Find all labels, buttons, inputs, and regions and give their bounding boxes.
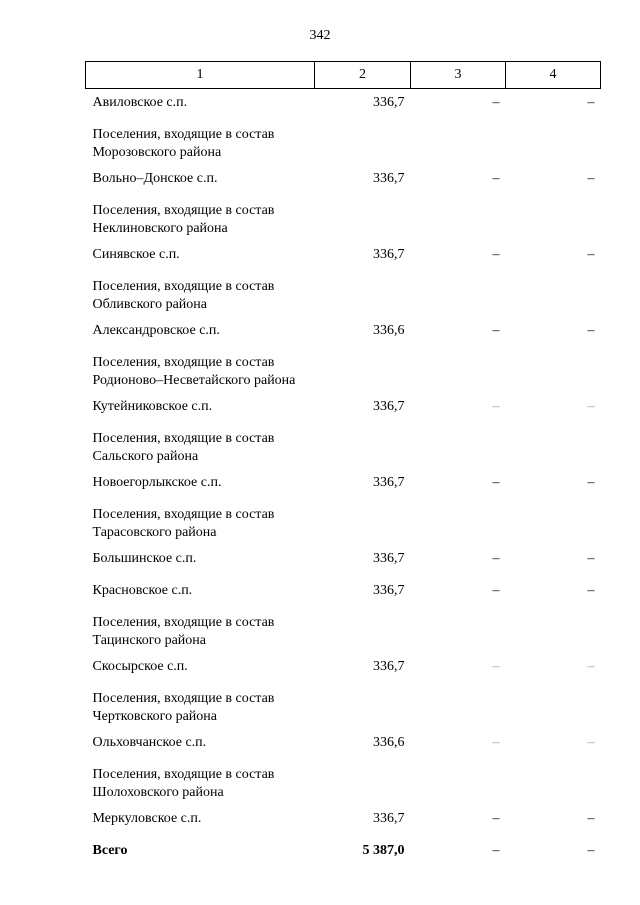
empty-cell bbox=[411, 501, 506, 545]
column-3-value: – bbox=[492, 659, 500, 674]
empty-cell bbox=[506, 197, 601, 241]
empty-cell bbox=[506, 761, 601, 805]
empty-cell bbox=[315, 501, 411, 545]
amount-value: 336,7 bbox=[373, 583, 405, 598]
column-3-value: – bbox=[492, 171, 500, 186]
empty-cell bbox=[315, 273, 411, 317]
amount-value: 336,7 bbox=[373, 95, 405, 110]
column-4-value: – bbox=[587, 735, 595, 750]
column-header-3: 3 bbox=[411, 62, 506, 89]
empty-cell bbox=[506, 273, 601, 317]
settlement-name: Скосырское с.п. bbox=[92, 659, 188, 674]
column-4-value: – bbox=[587, 323, 595, 338]
empty-cell bbox=[315, 761, 411, 805]
empty-cell bbox=[411, 121, 506, 165]
amount-value: 336,7 bbox=[373, 171, 405, 186]
group-heading-row bbox=[86, 121, 601, 165]
table-row bbox=[86, 165, 601, 197]
amount-value: 336,7 bbox=[373, 659, 405, 674]
settlement-name: Александровское с.п. bbox=[92, 323, 220, 338]
settlement-name: Кутейниковское с.п. bbox=[92, 399, 213, 414]
empty-cell bbox=[506, 609, 601, 653]
amount-value: 336,7 bbox=[373, 399, 405, 414]
settlement-name: Синявское с.п. bbox=[92, 247, 180, 262]
empty-cell bbox=[506, 685, 601, 729]
empty-cell bbox=[506, 425, 601, 469]
settlement-name: Большинское с.п. bbox=[92, 551, 197, 566]
column-4-value: – bbox=[587, 583, 595, 598]
table-row bbox=[86, 577, 601, 609]
total-label: Всего bbox=[92, 843, 128, 858]
column-4-value: – bbox=[587, 475, 595, 490]
allocation-table bbox=[85, 61, 601, 869]
column-3-value: – bbox=[492, 843, 500, 858]
empty-cell bbox=[315, 425, 411, 469]
column-header-4: 4 bbox=[506, 62, 601, 89]
empty-cell bbox=[411, 609, 506, 653]
group-heading: Поселения, входящие в состав Тарасовского района bbox=[92, 507, 275, 540]
group-heading-row bbox=[86, 685, 601, 729]
table-row bbox=[86, 545, 601, 577]
column-3-value: – bbox=[492, 323, 500, 338]
settlement-name: Авиловское с.п. bbox=[92, 95, 188, 110]
empty-cell bbox=[315, 121, 411, 165]
column-4-value: – bbox=[587, 399, 595, 414]
table-row bbox=[86, 729, 601, 761]
empty-cell bbox=[315, 349, 411, 393]
group-heading: Поселения, входящие в состав Родионово–Несветайского района bbox=[92, 355, 296, 388]
header-row bbox=[86, 62, 601, 89]
group-heading-row bbox=[86, 273, 601, 317]
empty-cell bbox=[411, 197, 506, 241]
table-row bbox=[86, 393, 601, 425]
table-header bbox=[86, 62, 601, 89]
empty-cell bbox=[315, 609, 411, 653]
column-4-value: – bbox=[587, 551, 595, 566]
group-heading-row bbox=[86, 761, 601, 805]
group-heading: Поселения, входящие в состав Морозовского района bbox=[92, 127, 275, 160]
empty-cell bbox=[411, 273, 506, 317]
group-heading: Поселения, входящие в состав Тацинского района bbox=[92, 615, 275, 648]
column-4-value: – bbox=[587, 659, 595, 674]
group-heading-row bbox=[86, 425, 601, 469]
group-heading-row bbox=[86, 349, 601, 393]
settlement-name: Красновское с.п. bbox=[92, 583, 193, 598]
column-4-value: – bbox=[587, 843, 595, 858]
table-row bbox=[86, 469, 601, 501]
group-heading-row bbox=[86, 501, 601, 545]
group-heading: Поселения, входящие в состав Неклиновского района bbox=[92, 203, 275, 236]
settlement-name: Вольно–Донское с.п. bbox=[92, 171, 218, 186]
column-4-value: – bbox=[587, 811, 595, 826]
table-row bbox=[86, 317, 601, 349]
empty-cell bbox=[411, 761, 506, 805]
empty-cell bbox=[506, 501, 601, 545]
settlement-name: Новоегорлыкское с.п. bbox=[92, 475, 222, 490]
group-heading: Поселения, входящие в состав Чертковского района bbox=[92, 691, 275, 724]
settlement-name: Меркуловское с.п. bbox=[92, 811, 202, 826]
group-heading-row bbox=[86, 197, 601, 241]
column-4-value: – bbox=[587, 247, 595, 262]
column-3-value: – bbox=[492, 95, 500, 110]
column-3-value: – bbox=[492, 247, 500, 262]
empty-cell bbox=[506, 121, 601, 165]
column-4-value: – bbox=[587, 95, 595, 110]
empty-cell bbox=[411, 425, 506, 469]
empty-cell bbox=[411, 349, 506, 393]
group-heading: Поселения, входящие в состав Шолоховского района bbox=[92, 767, 275, 800]
amount-value: 336,6 bbox=[373, 735, 405, 750]
amount-value: 336,7 bbox=[373, 811, 405, 826]
amount-value: 336,7 bbox=[373, 475, 405, 490]
column-header-2: 2 bbox=[315, 62, 411, 89]
group-heading-row bbox=[86, 609, 601, 653]
table-row bbox=[86, 241, 601, 273]
table-row bbox=[86, 89, 601, 122]
empty-cell bbox=[315, 197, 411, 241]
column-4-value: – bbox=[587, 171, 595, 186]
empty-cell bbox=[315, 685, 411, 729]
group-heading: Поселения, входящие в состав Сальского района bbox=[92, 431, 275, 464]
page-number: 342 bbox=[309, 28, 331, 43]
amount-value: 336,7 bbox=[373, 551, 405, 566]
column-3-value: – bbox=[492, 399, 500, 414]
column-3-value: – bbox=[492, 583, 500, 598]
table-row bbox=[86, 805, 601, 837]
column-header-1: 1 bbox=[86, 62, 315, 89]
column-3-value: – bbox=[492, 551, 500, 566]
settlement-name: Ольховчанское с.п. bbox=[92, 735, 207, 750]
column-3-value: – bbox=[492, 735, 500, 750]
empty-cell bbox=[411, 685, 506, 729]
group-heading: Поселения, входящие в состав Обливского района bbox=[92, 279, 275, 312]
column-3-value: – bbox=[492, 811, 500, 826]
column-3-value: – bbox=[492, 475, 500, 490]
empty-cell bbox=[506, 349, 601, 393]
total-row bbox=[86, 837, 601, 869]
table-body bbox=[86, 89, 601, 870]
table-row bbox=[86, 653, 601, 685]
amount-value: 336,7 bbox=[373, 247, 405, 262]
total-value: 5 387,0 bbox=[362, 843, 405, 858]
amount-value: 336,6 bbox=[373, 323, 405, 338]
